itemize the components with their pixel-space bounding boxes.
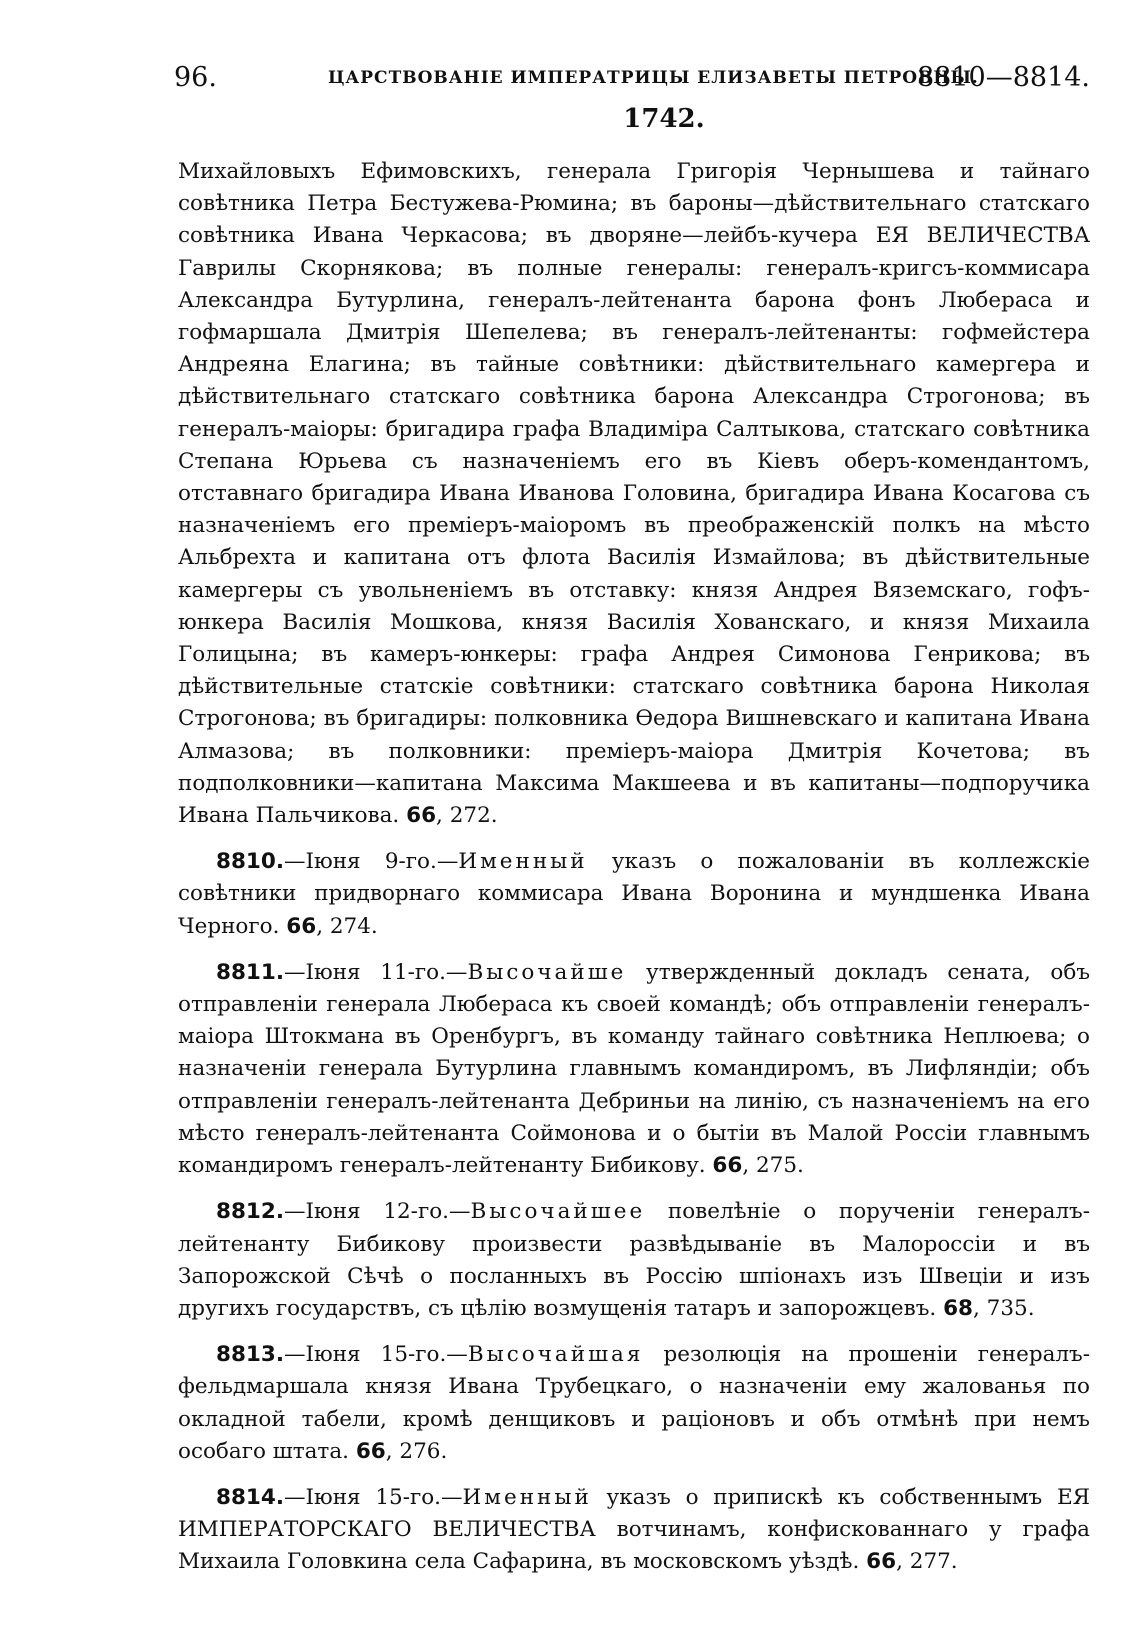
volume-reference: 66 [866, 1549, 897, 1575]
entry-8811 [178, 957, 1090, 1182]
entry-date: —Іюня 15-го.— [284, 1342, 468, 1368]
year-heading: 1742. [623, 104, 705, 134]
running-head [174, 62, 1090, 104]
entry-number: 8810. [216, 849, 285, 875]
entry-8812 [178, 1196, 1090, 1325]
entry-date: —Іюня 9-го.— [284, 849, 459, 875]
entry-date: —Іюня 11-го.— [284, 959, 468, 985]
entry-8814 [178, 1482, 1090, 1579]
continuation-text: Михайловыхъ Ефимовскихъ, генерала Григорія Чернышева и тайнаго совѣтника Петра Бестужева-Рюмина; въ бароны—дѣйствительнаго статскаго совѣтника Ивана Черкасова; въ дворяне—лейбъ-кучера ЕЯ ВЕЛИЧЕСТВА Гаврилы Скорнякова; въ полные генералы: генералъ-кригсъ-коммисара Александра Бутурлина, генералъ-лейтенанта барона фонъ Любераса и гофмаршала Дмитрія Шепелева; въ генералъ-лейтенанты: гофмейстера Андреяна Елагина; въ тайные совѣтники: дѣйствительнаго камергера и дѣйствительнаго статскаго совѣтника барона Александра Строгонова; въ генералъ-маіоры: бригадира графа Владиміра Салтыкова, статскаго совѣтника Степана Юрьева съ назначеніемъ его въ Кіевъ оберъ-комендантомъ, отставнаго бригадира Ивана Иванова Головина, бригадира Ивана Косагова съ назначеніемъ его преміеръ-маіоромъ въ преображенскій полкъ на мѣсто Альбрехта и капитана отъ флота Василія Измайлова; въ дѣйствительные камергеры съ увольненіемъ въ отставку: князя Андрея Вяземскаго, гофъ-юнкера Василія Мошкова, князя Василія Хованскаго, и князя Михаила Голицына; въ камеръ-юнкеры: графа Андрея Симонова Генрикова; въ дѣйствительные статскіе совѣтники: статскаго совѣтника барона Николая Строгонова; въ бригадиры: полковника Ѳедора Вишневскаго и капитана Ивана Алмазова; въ полковники: преміеръ-маіора Дмитрія Кочетова; въ подполковники—капитана Максима Макшеева и въ капитаны—подпоручика Ивана Пальчикова. [178, 159, 1090, 829]
page-reference: , 735. [973, 1295, 1035, 1321]
volume-reference: 68 [943, 1295, 973, 1321]
volume-reference: 66 [355, 1438, 386, 1464]
entry-date: —Іюня 12-го.— [284, 1199, 471, 1225]
page-reference: , 276. [385, 1438, 448, 1464]
entry-text: указъ о пожалованіи въ коллежскіе совѣтники придворнаго коммисара Ивана Воронина и мундшенка Ивана Черного. [178, 849, 1090, 939]
entry-range: 8810—8814. [916, 62, 1090, 93]
entry-text: указъ о припискѣ къ собственнымъ ЕЯ ИМПЕРАТОРСКАГО ВЕЛИЧЕСТВА вотчинамъ, конфискованнаго у графа Михаила Головкина села Сафарина, въ московскомъ уѣздѣ. [178, 1484, 1090, 1575]
entry-kind: Именный [458, 849, 588, 875]
page-number: 96. [174, 62, 217, 93]
document-page [174, 62, 1090, 1579]
entry-kind: Высочайше [467, 959, 627, 985]
entry-text: повелѣніе о порученіи генералъ-лейтенанту Бибикову произвести развѣдываніе въ Малороссіи и въ Запорожской Сѣчѣ о посланныхъ въ Россію шпіонахъ изъ Швеціи и изъ другихъ государствъ, съ цѣлію возмущенія татаръ и запорожцевъ. [178, 1199, 1090, 1321]
entry-8810 [178, 846, 1090, 943]
entry-number: 8814. [216, 1484, 285, 1510]
volume-reference: 66 [712, 1153, 743, 1179]
entry-kind: Высочайшее [470, 1199, 646, 1225]
entry-number: 8811. [216, 959, 285, 985]
entry-number: 8813. [216, 1342, 285, 1368]
entry-date: —Іюня 15-го.— [284, 1484, 463, 1510]
entry-text: утвержденный докладъ сената, объ отправленіи генерала Любераса къ своей командѣ; объ отправленіи генералъ-маіора Штокмана въ Оренбургъ, въ команду тайнаго совѣтника Неплюева; о назначеніи генерала Бутурлина главнымъ командиромъ, въ Лифляндіи; объ отправленіи генералъ-лейтенанта Дебриньи на линію, съ назначеніемъ на его мѣсто генералъ-лейтенанта Соймонова и о бытіи въ Малой Россіи главнымъ командиромъ генералъ-лейтенанту Бибикову. [178, 959, 1090, 1179]
entry-kind: Именный [462, 1484, 592, 1510]
page-reference: , 272. [436, 803, 498, 829]
page-reference: , 275. [742, 1153, 804, 1179]
entry-number: 8812. [216, 1199, 285, 1225]
entry-text: резолюція на прошеніи генералъ-фельдмаршала князя Ивана Трубецкаго, о назначеніи ему жалованья по окладной табели, кромѣ денщиковъ и раціоновъ и объ отмѣнѣ при немъ особаго штата. [178, 1342, 1090, 1464]
entry-kind: Высочайшая [467, 1342, 644, 1368]
page-reference: , 277. [896, 1549, 958, 1575]
continuation-paragraph [178, 156, 1090, 832]
entry-8813 [178, 1339, 1090, 1468]
volume-reference: 66 [286, 913, 317, 939]
running-title: ЦАРСТВОВАНІЕ ИМПЕРАТРИЦЫ ЕЛИЗАВЕТЫ ПЕТРОВНЫ. [328, 68, 979, 88]
volume-reference: 66 [406, 803, 437, 829]
page-reference: , 274. [316, 913, 378, 939]
